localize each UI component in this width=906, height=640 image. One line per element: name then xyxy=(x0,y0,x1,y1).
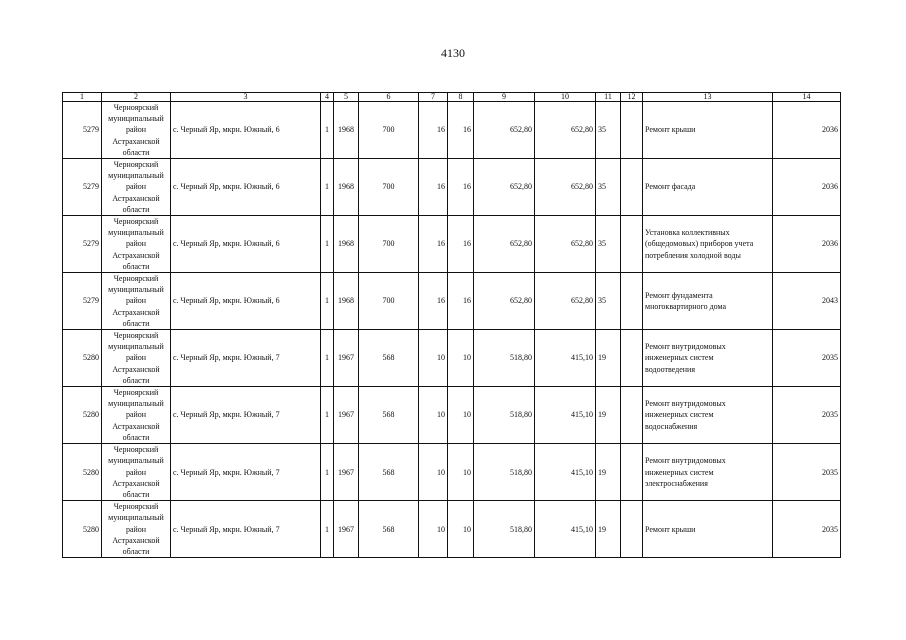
column-header: 5 xyxy=(334,93,359,102)
cell-col-11: 19 xyxy=(596,387,621,444)
cell-col-11: 35 xyxy=(596,273,621,330)
district-name: Черноярский муниципальный район Астраханской области xyxy=(102,387,171,444)
cell-col-8: 10 xyxy=(448,501,474,558)
column-header: 12 xyxy=(621,93,643,102)
area-total: 518,80 xyxy=(474,330,535,387)
district-name: Черноярский муниципальный район Астраханской области xyxy=(102,216,171,273)
cell-col-8: 10 xyxy=(448,444,474,501)
cell-col-6: 568 xyxy=(359,387,419,444)
table-row xyxy=(63,273,841,330)
district-name: Черноярский муниципальный район Астраханской области xyxy=(102,444,171,501)
record-number: 5280 xyxy=(63,501,102,558)
cell-col-8: 16 xyxy=(448,102,474,159)
cell-col-6: 700 xyxy=(359,216,419,273)
year-built: 1968 xyxy=(334,273,359,330)
table-row xyxy=(63,330,841,387)
address: с. Черный Яр, мкрн. Южный, 7 xyxy=(171,444,321,501)
year-built: 1967 xyxy=(334,501,359,558)
cell-col-7: 10 xyxy=(419,501,448,558)
cell-col-4: 1 xyxy=(321,444,334,501)
cell-col-6: 568 xyxy=(359,444,419,501)
cell-col-12 xyxy=(621,501,643,558)
column-header: 14 xyxy=(773,93,841,102)
area-total: 518,80 xyxy=(474,444,535,501)
cell-col-12 xyxy=(621,444,643,501)
planned-year: 2036 xyxy=(773,216,841,273)
record-number: 5279 xyxy=(63,102,102,159)
cell-col-4: 1 xyxy=(321,501,334,558)
column-header: 6 xyxy=(359,93,419,102)
column-header: 8 xyxy=(448,93,474,102)
work-type: Ремонт фундамента многоквартирного дома xyxy=(643,273,773,330)
column-header: 2 xyxy=(102,93,171,102)
cell-col-11: 35 xyxy=(596,102,621,159)
cell-col-11: 19 xyxy=(596,330,621,387)
cell-col-7: 16 xyxy=(419,273,448,330)
area-living: 652,80 xyxy=(535,102,596,159)
year-built: 1967 xyxy=(334,330,359,387)
table-row xyxy=(63,159,841,216)
column-header: 9 xyxy=(474,93,535,102)
cell-col-6: 568 xyxy=(359,330,419,387)
cell-col-8: 16 xyxy=(448,159,474,216)
column-header: 13 xyxy=(643,93,773,102)
district-name: Черноярский муниципальный район Астраханской области xyxy=(102,501,171,558)
work-type: Установка коллективных (общедомовых) приборов учета потребления холодной воды xyxy=(643,216,773,273)
cell-col-7: 16 xyxy=(419,102,448,159)
cell-col-7: 10 xyxy=(419,387,448,444)
cell-col-4: 1 xyxy=(321,216,334,273)
planned-year: 2035 xyxy=(773,330,841,387)
cell-col-6: 700 xyxy=(359,159,419,216)
header-row xyxy=(63,93,841,102)
table-row xyxy=(63,444,841,501)
area-total: 652,80 xyxy=(474,216,535,273)
record-number: 5279 xyxy=(63,273,102,330)
cell-col-11: 35 xyxy=(596,216,621,273)
column-header: 4 xyxy=(321,93,334,102)
register-table xyxy=(62,92,841,558)
work-type: Ремонт крыши xyxy=(643,501,773,558)
area-living: 652,80 xyxy=(535,273,596,330)
year-built: 1968 xyxy=(334,216,359,273)
year-built: 1967 xyxy=(334,444,359,501)
column-header: 10 xyxy=(535,93,596,102)
work-type: Ремонт внутридомовых инженерных систем водоснабжения xyxy=(643,387,773,444)
cell-col-6: 568 xyxy=(359,501,419,558)
record-number: 5280 xyxy=(63,387,102,444)
cell-col-6: 700 xyxy=(359,102,419,159)
year-built: 1968 xyxy=(334,102,359,159)
address: с. Черный Яр, мкрн. Южный, 7 xyxy=(171,330,321,387)
cell-col-4: 1 xyxy=(321,273,334,330)
record-number: 5280 xyxy=(63,444,102,501)
work-type: Ремонт крыши xyxy=(643,102,773,159)
cell-col-11: 35 xyxy=(596,159,621,216)
area-living: 652,80 xyxy=(535,216,596,273)
area-living: 415,10 xyxy=(535,330,596,387)
address: с. Черный Яр, мкрн. Южный, 6 xyxy=(171,102,321,159)
cell-col-4: 1 xyxy=(321,387,334,444)
cell-col-6: 700 xyxy=(359,273,419,330)
planned-year: 2035 xyxy=(773,387,841,444)
work-type: Ремонт внутридомовых инженерных систем водоотведения xyxy=(643,330,773,387)
cell-col-12 xyxy=(621,159,643,216)
address: с. Черный Яр, мкрн. Южный, 6 xyxy=(171,273,321,330)
cell-col-8: 10 xyxy=(448,330,474,387)
district-name: Черноярский муниципальный район Астраханской области xyxy=(102,273,171,330)
column-header: 11 xyxy=(596,93,621,102)
work-type: Ремонт внутридомовых инженерных систем электроснабжения xyxy=(643,444,773,501)
record-number: 5279 xyxy=(63,159,102,216)
year-built: 1967 xyxy=(334,387,359,444)
column-header: 1 xyxy=(63,93,102,102)
table-row xyxy=(63,501,841,558)
planned-year: 2036 xyxy=(773,102,841,159)
cell-col-4: 1 xyxy=(321,102,334,159)
record-number: 5280 xyxy=(63,330,102,387)
cell-col-12 xyxy=(621,273,643,330)
area-living: 652,80 xyxy=(535,159,596,216)
table-row xyxy=(63,102,841,159)
year-built: 1968 xyxy=(334,159,359,216)
table-row xyxy=(63,387,841,444)
planned-year: 2035 xyxy=(773,444,841,501)
page-number: 4130 xyxy=(441,46,465,60)
cell-col-8: 16 xyxy=(448,273,474,330)
district-name: Черноярский муниципальный район Астраханской области xyxy=(102,159,171,216)
area-living: 415,10 xyxy=(535,444,596,501)
area-total: 652,80 xyxy=(474,273,535,330)
area-total: 518,80 xyxy=(474,387,535,444)
table-row xyxy=(63,216,841,273)
cell-col-8: 16 xyxy=(448,216,474,273)
cell-col-12 xyxy=(621,102,643,159)
area-total: 652,80 xyxy=(474,159,535,216)
district-name: Черноярский муниципальный район Астраханской области xyxy=(102,102,171,159)
cell-col-4: 1 xyxy=(321,330,334,387)
cell-col-7: 16 xyxy=(419,216,448,273)
cell-col-12 xyxy=(621,330,643,387)
cell-col-11: 19 xyxy=(596,444,621,501)
area-total: 652,80 xyxy=(474,102,535,159)
planned-year: 2035 xyxy=(773,501,841,558)
work-type: Ремонт фасада xyxy=(643,159,773,216)
address: с. Черный Яр, мкрн. Южный, 6 xyxy=(171,159,321,216)
address: с. Черный Яр, мкрн. Южный, 6 xyxy=(171,216,321,273)
cell-col-4: 1 xyxy=(321,159,334,216)
record-number: 5279 xyxy=(63,216,102,273)
cell-col-12 xyxy=(621,216,643,273)
cell-col-12 xyxy=(621,387,643,444)
cell-col-7: 10 xyxy=(419,330,448,387)
area-living: 415,10 xyxy=(535,501,596,558)
cell-col-7: 16 xyxy=(419,159,448,216)
cell-col-8: 10 xyxy=(448,387,474,444)
district-name: Черноярский муниципальный район Астраханской области xyxy=(102,330,171,387)
cell-col-7: 10 xyxy=(419,444,448,501)
planned-year: 2036 xyxy=(773,159,841,216)
planned-year: 2043 xyxy=(773,273,841,330)
area-living: 415,10 xyxy=(535,387,596,444)
cell-col-11: 19 xyxy=(596,501,621,558)
column-header: 3 xyxy=(171,93,321,102)
address: с. Черный Яр, мкрн. Южный, 7 xyxy=(171,501,321,558)
column-header: 7 xyxy=(419,93,448,102)
area-total: 518,80 xyxy=(474,501,535,558)
address: с. Черный Яр, мкрн. Южный, 7 xyxy=(171,387,321,444)
